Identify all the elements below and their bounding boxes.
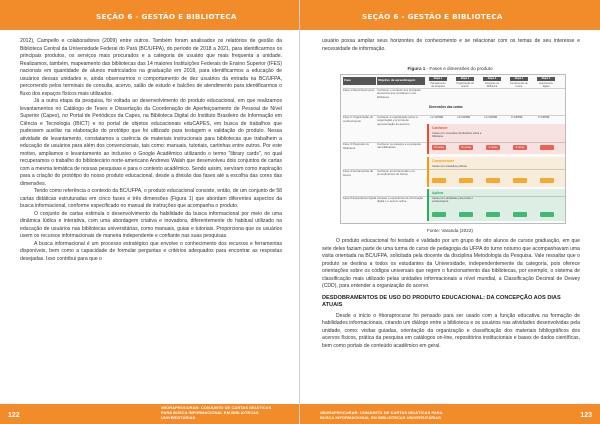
- dimension-description: Cartas com atividades para testar o conhecimento.: [432, 197, 473, 204]
- stage-subtitle: Pesquisa na biblioteca: [485, 82, 499, 88]
- stage-count: 9 cartas: [538, 115, 550, 119]
- dimension-description: Cartas com situações práticas.: [432, 165, 468, 168]
- phase-objective: Conhecer as ferramentas e os procedimentos de busca.: [377, 169, 415, 177]
- dimension-description: Cartas com conceitos introdutórios sobre a biblioteca.: [432, 132, 482, 139]
- phase-name: Fase 2 Organização do conhecimento: [343, 115, 374, 123]
- dimension-block: [427, 124, 565, 154]
- right-page: [300, 0, 600, 424]
- paragraph: 2012), Campello e colaboradores (2009) entre outros. Também foram analisados os relatórios de gestão da Biblioteca Central da Universidade Federal do Pará (BC/UFPA), do período de 2018 a 2021, para identificarmos os principais produtos, os serviços mais procurados e a categoria de usuário que mais frequenta a unidade. Realizamos, também, mapeamento das bibliotecas das 14 maiores Instituições Federais de Ensino Superior (IFES) nacionais em quantidade de alunos matriculados na graduação em 2018, para identificarmos a educação de usuários dessas unidades e, ainda observarmos o comportamento de dez usuários da entrada na BC/UFPA, percorrendo pelos terminais de consulta, acervo, salão de estudo e balcões de atendimento para identificarmos o fluxo dos espaços físicos mais utilizados.: [20, 38, 282, 97]
- stage-subtitle: Experiência digital: [539, 82, 553, 88]
- dimension-stage-cell: [459, 178, 473, 183]
- paragraph: O produto educacional foi testado e validado por um grupo de oito alunos de cursos graduação, em que sete deles faziam parte de uma turma do curso de pedagogia da UFPA do turno noturno que acompanhavam uma visita orientada na BC/UFPA, solicitada pela docente da disciplina Metodologia da Pesquisa. Vale ressaltar que o produto se destina a todos os estudantes da Universidade, independentemente da categoria, pois oferece orientações sobre os códigos universais que regem o funcionamento das bibliotecas, por exemplo, o sistema de classificação mais utilizado pelas unidades informacionais a nível mundial, a Classificação Decimal de Dewey (CDD), para entender a organização do acervo.: [322, 238, 580, 289]
- stage-header: Etapa 1: [429, 77, 447, 81]
- left-header-title: SEÇÃO 6 - GESTÃO E BIBLIOTECA: [96, 12, 237, 21]
- paragraph: usuário possa ampliar seus horizontes de conhecimento e se relacionar com os temas de seu interesse e necessidade de informação.: [322, 38, 580, 52]
- paragraph: A busca informacional é um processo estratégico que envolve o conhecimento dos recursos e ferramentas disponíveis, bem como a capacidade de formular perguntas e critérios adequados para encontrar as respostas desejadas. Isso contribui para que o: [20, 240, 282, 262]
- paragraph: Tendo como referência o contexto da BC/UFPA, o produto educacional consiste, então, de um conjunto de 58 cartas didáticas estruturadas em cinco fases e três dimensões (Figura 1) que abordam diferentes aspectos da busca informacional, conforme especificado no manual de instruções que acompanha o produto.: [20, 188, 282, 209]
- dimension-stage-cell: 10 cartas: [459, 145, 473, 150]
- paragraph: Já a outra etapa da pesquisa, foi voltada ao desenvolvimento do produto educacional, em que realizamos levantamentos no Catálogo de Teses e Dissertação da Coordenação de Aperfeiçoamento de Pessoal de Nível Superior (Capes), no Portal de Periódicos da Capes, na Biblioteca Digital do Instituto Brasileiro de Informação em Ciência e Tecnologia (IBICT) e no portal de objetos educacionais eduCAPES, em busca de trabalhos que pudessem auxiliar na elaboração do protótipo que foi utilizado para testagem e validação do produto. Nessa atividade de levantamento, constatamos a carência de materiais instrucionais para bibliotecas que trabalhem a educação de usuários para além dos convencionais, tais como: manuais, tutoriais, cartinhas entre outros. Por este motivo, ampliamos o levantamento ao inclusivo o Google Acadêmico utilizando o termo "library cards", no qual recuperamos o trabalho do bibliotecário norte-americano Andrews Walsh que desenvolveu dois conjuntos de cartas com a mesma temática de nossas pesquisas e para o contexto acadêmico. Sendo assim, serviram como inspiração para a criação do protótipo do nosso produto educacional, desde a divisão das fases até a escolha das cores das dimensões.: [20, 98, 282, 187]
- phase-name: Fase 5 Experiência digital: [343, 196, 377, 200]
- dimension-stage-cell: [486, 212, 500, 217]
- right-header-title: SEÇÃO 6 - GESTÃO E BIBLIOTECA: [362, 12, 503, 21]
- dimension-stage-cell: [432, 178, 446, 183]
- stage-subtitle: Ferramentas de busca: [510, 82, 528, 88]
- dimension-stage-cell: [513, 178, 527, 183]
- paragraph: O conjunto de cartas estimula o desenvolvimento da habilidade da busca informacional por meio de uma dinâmica lúdica e interativa, com uma abordagem criativa e inovadora, diferentemente do habitual utilizado na educação de usuários nas bibliotecas universitárias, como manuais, guias e tutoriais. Proporciona que os usuários usem os recursos informacionais de maneira independente e confiante nas suas pesquisas.: [20, 210, 282, 239]
- footer-title: #BORAPROCURAR: CONJUNTO DE CARTAS DIDÁTICAS PARA BUSCA INFORMACIONAL EM BIBLIOTECAS UNIVERSITÁRIAS: [161, 405, 272, 420]
- stage-subtitle: Organização do acervo: [456, 82, 474, 88]
- dimension-stage-cell: [459, 212, 473, 217]
- stage-count: 5 cartas: [511, 115, 523, 119]
- dimension-stage-cell: [540, 178, 554, 183]
- objective-header: Objetivo da aprendizagem: [377, 77, 425, 85]
- footer-title: #BORAPROCURAR: CONJUNTO DE CARTAS DIDÁTICAS PARA BUSCA INFORMACIONAL EM BIBLIOTECAS UNIVERSITÁRIAS: [320, 410, 443, 420]
- phase-name: Fase 4 Ferramentas de busca: [343, 169, 374, 177]
- figure-caption-text: - Fases e dimensões do produto: [425, 66, 493, 71]
- phase-name: Fase 1 Reconhecimento: [343, 88, 375, 92]
- phase-objective: Conhecer os espaços e a pesquisa nas bibliotecas.: [377, 142, 421, 150]
- phase-header: Fase: [343, 77, 376, 85]
- figure-caption: [300, 66, 600, 71]
- dimension-block: [427, 189, 565, 221]
- stage-subtitle: Planejamento da pesquisa: [430, 82, 446, 88]
- figure-caption-label: Figura 1: [407, 66, 426, 71]
- stage-header: Etapa 3: [483, 77, 501, 81]
- stage-count: 12 cartas: [430, 115, 444, 119]
- dimension-title: Aplicar: [432, 191, 444, 195]
- dimension-title: Compreender: [432, 159, 455, 163]
- stage-header: Etapa 4: [510, 77, 528, 81]
- stage-header: Etapa 2: [456, 77, 474, 81]
- phase-name: Fase 3 Pesquisa na biblioteca: [343, 142, 369, 150]
- stage-count: 14 cartas: [484, 115, 498, 119]
- right-top-text: [322, 38, 580, 53]
- dimension-stage-cell: 3 cartas: [513, 145, 527, 150]
- stage-count: 18 cartas: [457, 115, 471, 119]
- phase-objective: Conhecer o contexto dos principais elementos que constituem uma biblioteca.: [377, 88, 421, 99]
- page-number: 122: [8, 412, 20, 419]
- left-body-text: [20, 38, 282, 263]
- dimension-stage-cell: [486, 178, 500, 183]
- dimension-stage-cell: [540, 145, 554, 150]
- dimension-stage-cell: [513, 212, 527, 217]
- phase-objective: Conhecer a organização sobre a organização e a forma de representação de acervos.: [377, 115, 418, 126]
- stage-header: Etapa 5: [537, 77, 555, 81]
- dimension-stage-cell: 10 cartas: [432, 145, 446, 150]
- section-heading: DESDOBRAMENTOS DE USO DO PRODUTO EDUCACIONAL: DA CONCEPÇÃO AOS DIAS ATUAIS: [322, 294, 561, 308]
- page-number: 123: [580, 412, 592, 419]
- right-bottom-text: [322, 238, 580, 350]
- dimension-stage-cell: [432, 212, 446, 217]
- dimension-stage-cell: [540, 212, 554, 217]
- figure-phases-dimensions: [340, 74, 566, 224]
- phase-objective: Acessar a experiência da informação digital e o acervo online.: [377, 196, 424, 204]
- dimension-title: Conhecer: [432, 126, 448, 130]
- dimension-block: [427, 157, 565, 187]
- paragraph: Desde o início o #boraprocurar foi pensado para ser usado com a função educativa na formação de habilidades informacionais, criando um diálogo entre a biblioteca e os usuários nas atividades desenvolvidas pela unidade, como: visitas guiadas, orientação da organização e classificação dos materiais bibliográficos dos acervos físicos, prática da pesquisa em catálogos on-line, repositórios institucionais e bases de dados científicas, bem como portais de conteúdo acadêmico em geral.: [322, 312, 580, 349]
- figure-source: Fonte: Varanda (2022): [427, 228, 473, 233]
- dimension-stage-cell: 2 cartas: [486, 145, 500, 150]
- dimensions-header: Dimensões das cartas: [429, 105, 463, 109]
